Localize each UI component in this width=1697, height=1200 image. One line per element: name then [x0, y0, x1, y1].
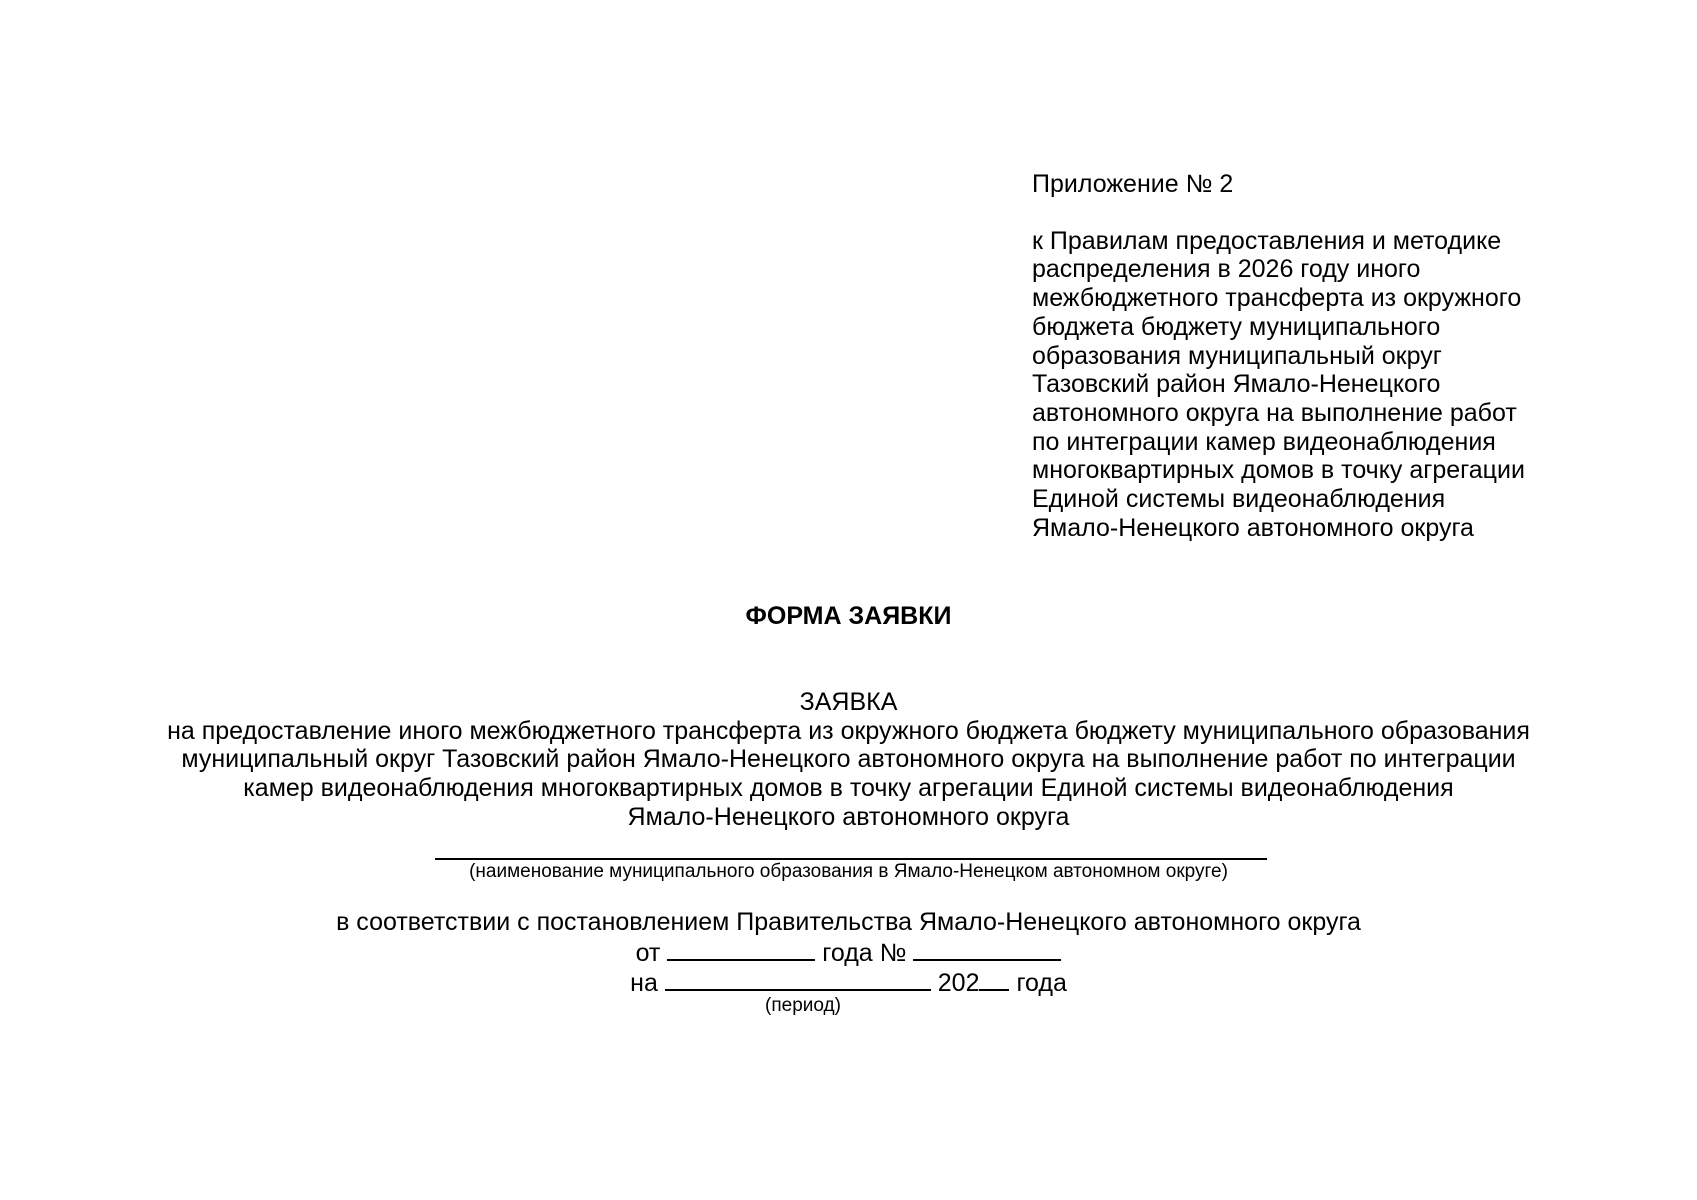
decree-number-field[interactable]	[913, 937, 1061, 961]
appendix-line: по интеграции камер видеонаблюдения	[1032, 427, 1496, 456]
period-field[interactable]	[665, 967, 931, 991]
year-suffix: года	[1016, 969, 1067, 998]
year-digit-field[interactable]	[979, 967, 1009, 991]
appendix-line: к Правилам предоставления и методике	[1032, 226, 1502, 255]
appendix-line: бюджета бюджету муниципального	[1032, 312, 1441, 341]
request-block	[0, 688, 1697, 832]
appendix-title: Приложение № 2	[1032, 170, 1234, 198]
appendix-line: Единой системы видеонаблюдения	[1032, 485, 1446, 514]
appendix-line: образования муниципальный округ	[1032, 341, 1442, 370]
appendix-line: многоквартирных домов в точку агрегации	[1032, 456, 1525, 485]
period-caption: (период)	[765, 995, 841, 1016]
appendix-line: автономного округа на выполнение работ	[1032, 398, 1517, 427]
request-line: камер видеонаблюдения многоквартирных домов в точку агрегации Единой системы видеонаблюдения	[243, 774, 1454, 803]
appendix-line: Тазовский район Ямало-Ненецкого	[1032, 370, 1441, 399]
decree-block	[0, 908, 1697, 998]
request-title: ЗАЯВКА	[799, 688, 898, 716]
appendix-line: Ямало-Ненецкого автономного округа	[1032, 513, 1474, 542]
from-label: от	[635, 938, 661, 967]
year-number-label: года №	[822, 938, 907, 967]
decree-line: в соответствии с постановлением Правительства Ямало-Ненецкого автономного округа	[336, 908, 1361, 936]
on-label: на	[630, 969, 658, 998]
decree-date-row	[0, 937, 1697, 968]
request-line: Ямало-Ненецкого автономного округа	[627, 802, 1070, 831]
form-heading: ФОРМА ЗАЯВКИ	[745, 602, 952, 630]
appendix-block	[1032, 170, 1632, 542]
year-prefix: 202	[937, 969, 980, 998]
appendix-line: межбюджетного трансферта из окружного	[1032, 284, 1522, 313]
appendix-line: распределения в 2026 году иного	[1032, 255, 1421, 284]
request-line: муниципальный округ Тазовский район Ямало-Ненецкого автономного округа на выполнение работ по интеграции	[181, 745, 1516, 774]
request-line: на предоставление иного межбюджетного трансферта из окружного бюджета бюджету муниципального образования	[167, 716, 1530, 745]
municipality-caption: (наименование муниципального образования в Ямало-Ненецком автономном округе)	[469, 861, 1228, 882]
decree-date-field[interactable]	[667, 937, 815, 961]
